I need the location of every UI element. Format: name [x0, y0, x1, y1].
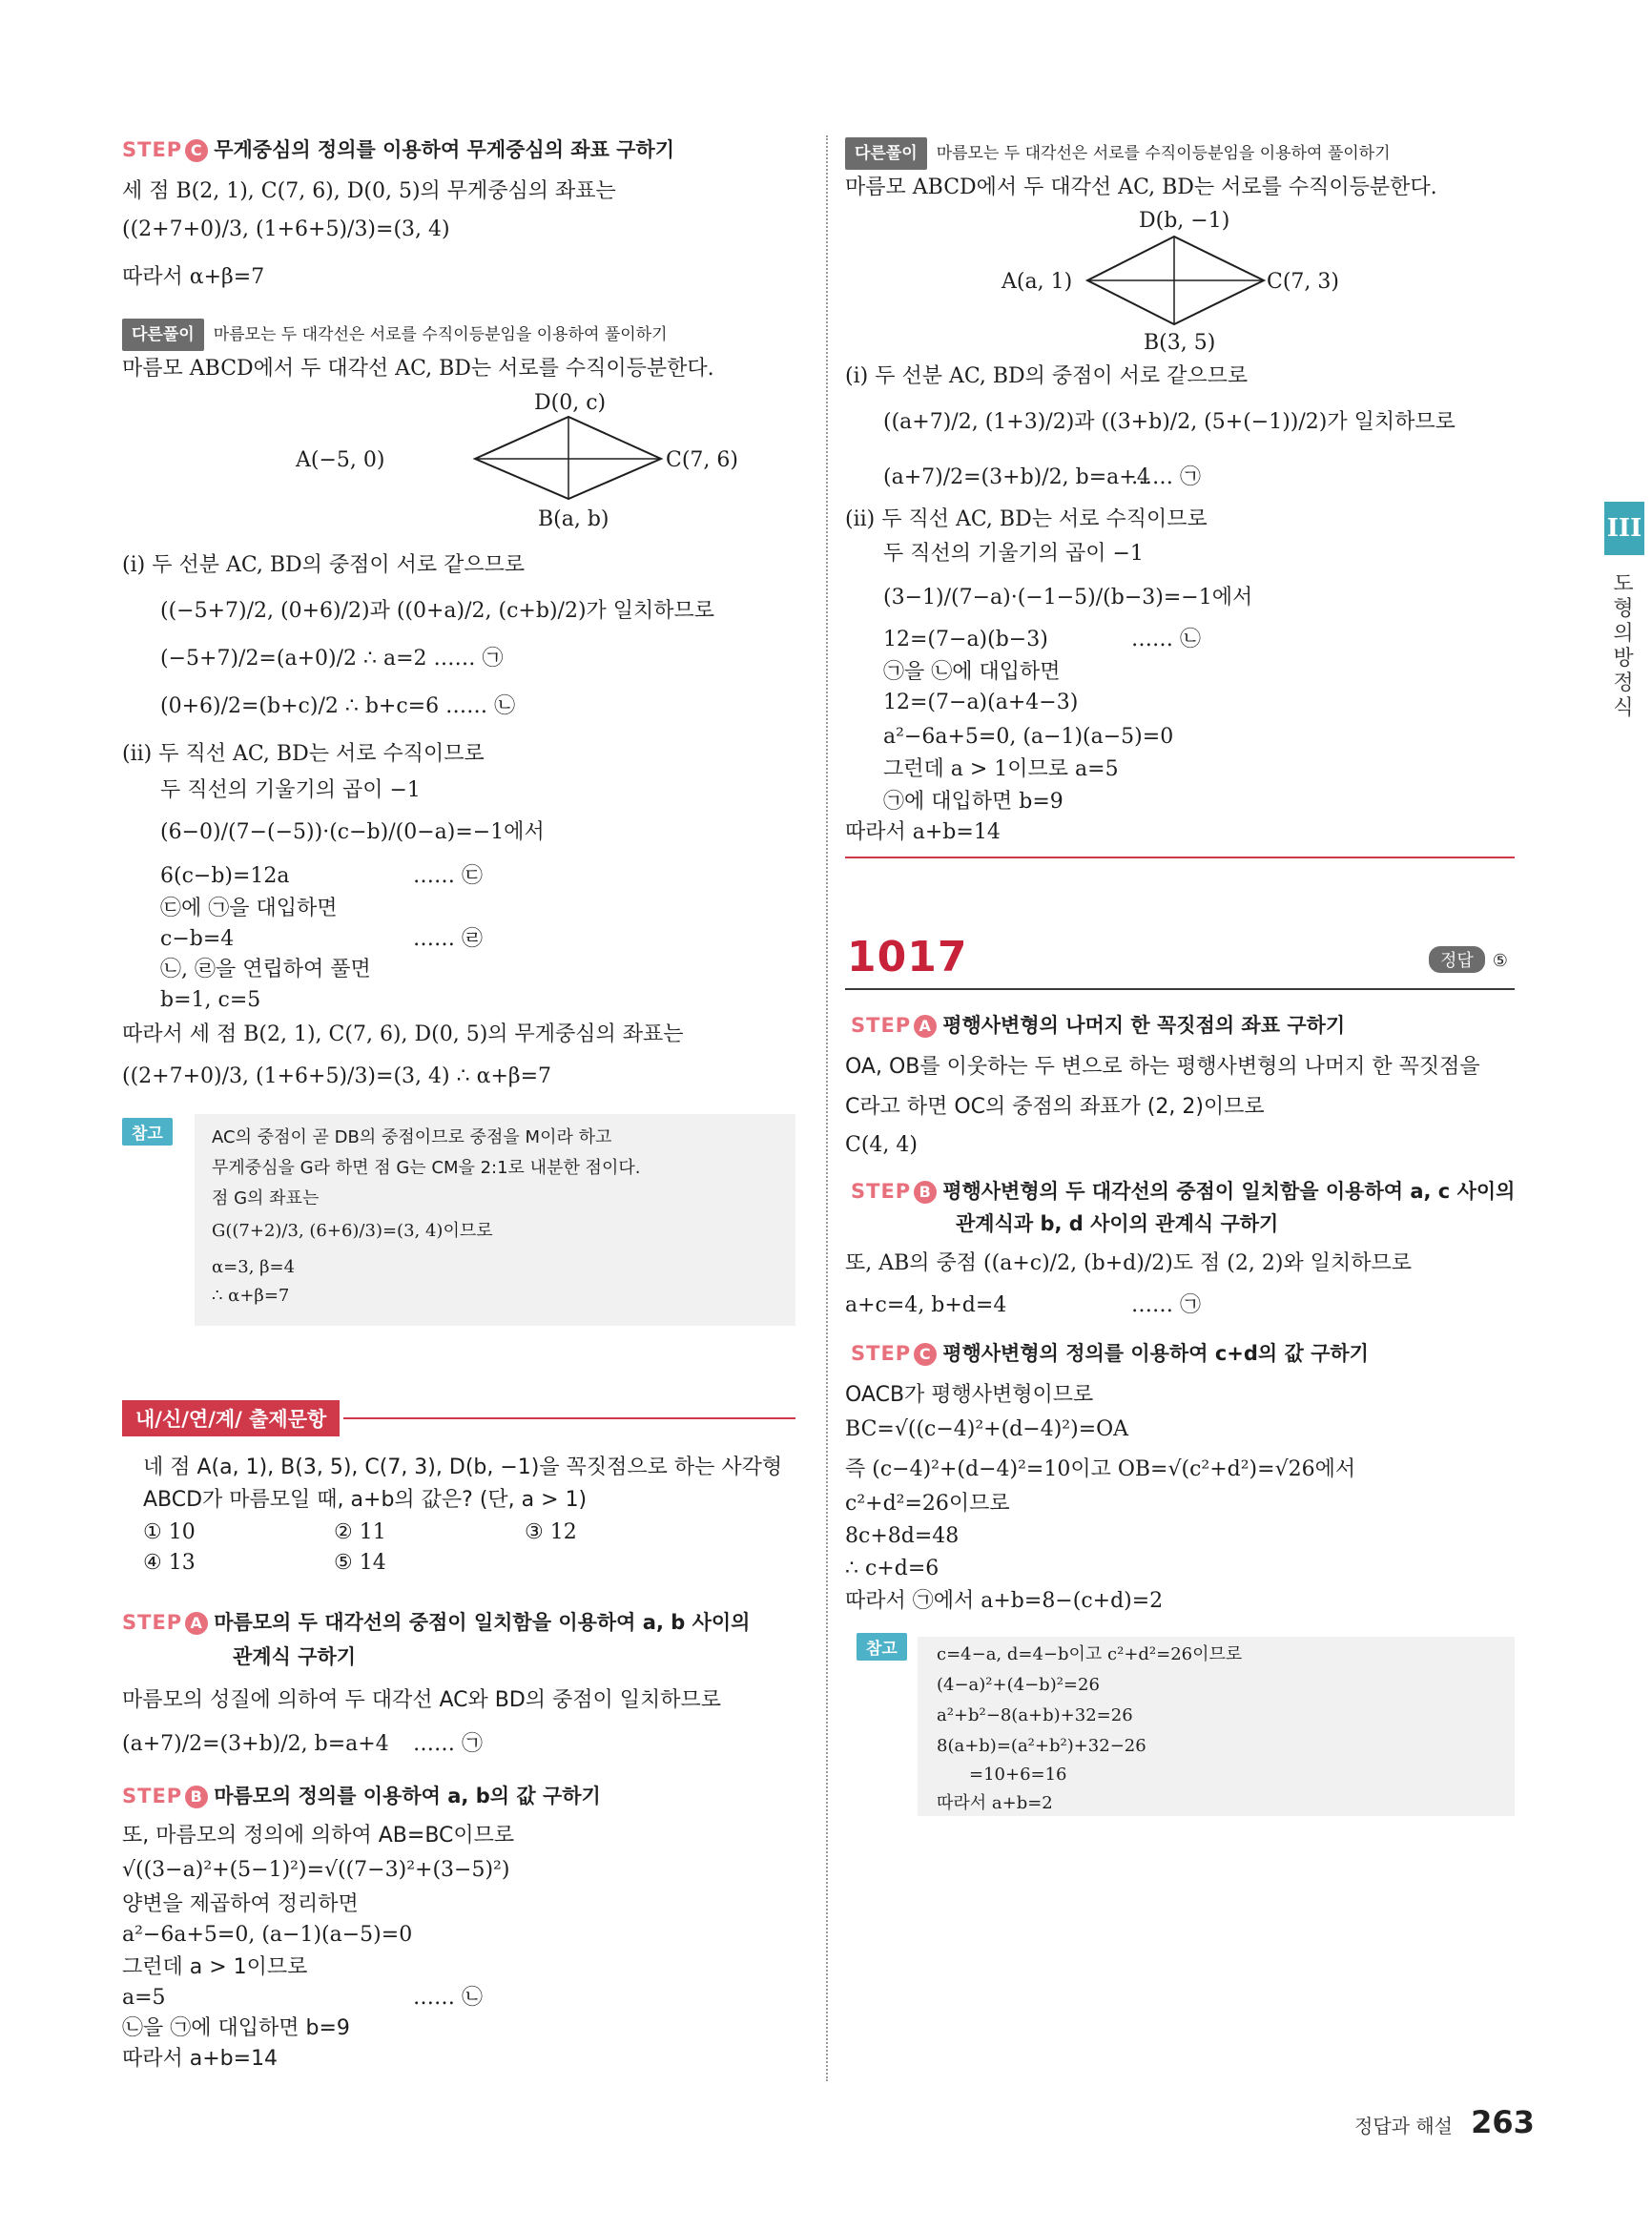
label-d: D(0, c) — [534, 391, 607, 415]
formula-line: c−b=4 — [160, 927, 235, 951]
formula-line: 12=(7−a)(b−3) — [883, 628, 1048, 651]
footer-text: 정답과 해설 — [1354, 2115, 1453, 2137]
formula-line: 6(c−b)=12a — [160, 864, 290, 888]
solution-end-rule — [845, 857, 1515, 858]
section-header — [122, 1400, 340, 1436]
label-c: C(7, 6) — [666, 448, 738, 472]
reference-line: =10+6=16 — [969, 1765, 1067, 1785]
text-line: 또, 마름모의 정의에 의하여 AB=BC이므로 — [122, 1824, 515, 1848]
text-line: 따라서 세 점 B(2, 1), C(7, 6), D(0, 5)의 무게중심의 좌표는 — [122, 1022, 684, 1046]
text-line: 마름모 ABCD에서 두 대각선 AC, BD는 서로를 수직이등분한다. — [845, 176, 1437, 199]
text-line: (ⅰ) 두 선분 AC, BD의 중점이 서로 같으므로 — [845, 364, 1249, 388]
text-line: 마름모의 성질에 의하여 두 대각선 AC와 BD의 중점이 일치하므로 — [122, 1688, 722, 1712]
rhombus-diagram — [237, 387, 738, 540]
formula-line: (a+7)/2=(3+b)/2, b=a+4 — [122, 1732, 389, 1756]
step-c-heading: STEP C 무게중심의 정의를 이용하여 무게중심의 좌표 구하기 — [122, 138, 675, 161]
label-a: A(−5, 0) — [296, 448, 385, 472]
equation-marker: …… ㉡ — [413, 1986, 483, 2010]
formula-line: a+c=4, b+d=4 — [845, 1293, 1007, 1317]
choice-1: ① 10 — [143, 1520, 196, 1544]
reference-line: c=4−a, d=4−b이고 c²+d²=26이므로 — [937, 1644, 1243, 1664]
choice-5: ⑤ 14 — [334, 1551, 386, 1575]
label-b: B(a, b) — [538, 507, 609, 531]
equation-marker: …… ㉡ — [1131, 628, 1201, 651]
reference-line: ∴ α+β=7 — [212, 1286, 290, 1306]
text-line: 따라서 a+b=14 — [845, 820, 1001, 844]
step-a-heading-cont: 관계식 구하기 — [233, 1645, 357, 1668]
label-d: D(b, −1) — [1139, 209, 1230, 233]
question-line: ABCD가 마름모일 때, a+b의 값은? (단, a > 1) — [143, 1488, 588, 1512]
text-line: ㉡을 ㉠에 대입하면 b=9 — [122, 2016, 350, 2040]
formula-line: (a+7)/2=(3+b)/2, b=a+4 — [883, 465, 1150, 489]
reference-badge: 참고 — [122, 1118, 173, 1146]
formula-line: b=1, c=5 — [160, 988, 261, 1012]
formula-line: a=5 — [122, 1986, 166, 2010]
chapter-title: 도형의 방정식 — [1613, 572, 1634, 720]
formula-line: BC=√((c−4)²+(d−4)²)=OA — [845, 1417, 1129, 1441]
formula-line: ∴ c+d=6 — [845, 1557, 940, 1580]
reference-line: 점 G의 좌표는 — [212, 1188, 320, 1208]
step-b-heading: STEP B 마름모의 정의를 이용하여 a, b의 값 구하기 — [122, 1785, 601, 1807]
formula-line: a²−6a+5=0, (a−1)(a−5)=0 — [122, 1923, 413, 1947]
reference-line: (4−a)²+(4−b)²=26 — [937, 1675, 1100, 1695]
choice-2: ② 11 — [334, 1520, 386, 1544]
column-divider — [826, 135, 828, 2081]
equation-marker: …… ㉢ — [413, 864, 483, 888]
reference-badge: 참고 — [857, 1633, 907, 1661]
reference-line: 무게중심을 G라 하면 점 G는 CM을 2:1로 내분한 점이다. — [212, 1158, 641, 1178]
formula-line: ((a+7)/2, (1+3)/2)과 ((3+b)/2, (5+(−1))/2)가 일치하므로 — [883, 410, 1456, 434]
problem-number: 1017 — [847, 933, 968, 981]
equation-marker: …… ㉠ — [413, 1732, 483, 1756]
text-line: 따라서 a+b=14 — [122, 2047, 279, 2071]
step-a-heading: STEP A 평행사변형의 나머지 한 꼭짓점의 좌표 구하기 — [851, 1014, 1346, 1037]
formula-line: ((−5+7)/2, (0+6)/2)과 ((0+a)/2, (c+b)/2)가 일치하므로 — [160, 599, 715, 623]
label-b: B(3, 5) — [1144, 331, 1216, 355]
text-line: (ⅱ) 두 직선 AC, BD는 서로 수직이므로 — [122, 742, 485, 766]
question-line: 네 점 A(a, 1), B(3, 5), C(7, 3), D(b, −1)을 꼭짓점으로 하는 사각형 — [143, 1456, 783, 1479]
choice-3: ③ 12 — [525, 1520, 577, 1544]
formula-line: ((2+7+0)/3, (1+6+5)/3)=(3, 4) — [122, 217, 450, 241]
text-line: OA, OB를 이웃하는 두 변으로 하는 평행사변형의 나머지 한 꼭짓점을 — [845, 1055, 1480, 1079]
text-line: (ⅰ) 두 선분 AC, BD의 중점이 서로 같으므로 — [122, 553, 526, 577]
alt-solution-heading: 다른풀이 마름모는 두 대각선은 서로를 수직이등분임을 이용하여 풀이하기 — [122, 319, 668, 351]
problem-rule — [845, 988, 1515, 990]
step-a-heading: STEP A 마름모의 두 대각선의 중점이 일치함을 이용하여 a, b 사이의 — [122, 1611, 751, 1634]
equation-marker: …… ㉠ — [1131, 465, 1201, 489]
step-b-heading: STEP B 평행사변형의 두 대각선의 중점이 일치함을 이용하여 a, c 사이의 — [851, 1180, 1516, 1203]
reference-line: α=3, β=4 — [212, 1257, 296, 1277]
text-line: OACB가 평행사변형이므로 — [845, 1383, 1094, 1407]
formula-line: c²+d²=26이므로 — [845, 1492, 1010, 1516]
text-line: ㉢에 ㉠을 대입하면 — [160, 897, 338, 920]
chapter-tab: III — [1604, 502, 1644, 555]
formula-line: (0+6)/2=(b+c)/2 ∴ b+c=6 …… ㉡ — [160, 694, 516, 718]
section-label: 내/신/연/계/ 출제문항 — [122, 1400, 340, 1436]
formula-line: 또, AB의 중점 ((a+c)/2, (b+d)/2)도 점 (2, 2)와 일치하므로 — [845, 1251, 1412, 1275]
formula-line: 12=(7−a)(a+4−3) — [883, 691, 1079, 714]
formula-line: (−5+7)/2=(a+0)/2 ∴ a=2 …… ㉠ — [160, 647, 504, 671]
answer-badge: 정답 ⑤ — [1429, 946, 1508, 973]
formula-line: 즉 (c−4)²+(d−4)²=10이고 OB=√(c²+d²)=√26에서 — [845, 1457, 1356, 1481]
text-line: 마름모 ABCD에서 두 대각선 AC, BD는 서로를 수직이등분한다. — [122, 357, 714, 381]
step-b-heading-cont: 관계식과 b, d 사이의 관계식 구하기 — [956, 1212, 1279, 1235]
formula-line: (6−0)/(7−(−5))·(c−b)/(0−a)=−1에서 — [160, 820, 545, 844]
page-footer — [1354, 2104, 1535, 2140]
formula-line: 8c+8d=48 — [845, 1524, 960, 1548]
reference-line: G((7+2)/3, (6+6)/3)=(3, 4)이므로 — [212, 1221, 493, 1241]
choice-4: ④ 13 — [143, 1551, 196, 1575]
equation-marker: …… ㉣ — [413, 927, 483, 951]
text-line: 따라서 α+β=7 — [122, 265, 265, 289]
equation-marker: …… ㉠ — [1131, 1293, 1201, 1317]
text-line: 두 직선의 기울기의 곱이 −1 — [883, 542, 1144, 566]
text-line: C라고 하면 OC의 중점의 좌표가 (2, 2)이므로 — [845, 1095, 1265, 1119]
section-rule — [343, 1417, 795, 1419]
reference-line: AC의 중점이 곧 DB의 중점이므로 중점을 M이라 하고 — [212, 1127, 612, 1147]
text-line: 두 직선의 기울기의 곱이 −1 — [160, 778, 421, 802]
reference-line: 8(a+b)=(a²+b²)+32−26 — [937, 1736, 1146, 1756]
rhombus-diagram-2 — [1002, 202, 1339, 362]
label-c: C(7, 3) — [1267, 270, 1339, 294]
text-line: ㉡, ㉣을 연립하여 풀면 — [160, 958, 371, 981]
text-line: ㉠을 ㉡에 대입하면 — [883, 660, 1061, 684]
text-line: 양변을 제곱하여 정리하면 — [122, 1892, 359, 1916]
formula-line: 따라서 ㉠에서 a+b=8−(c+d)=2 — [845, 1589, 1164, 1613]
text-line: 그런데 a > 1이므로 — [122, 1955, 308, 1979]
text-line: ㉠에 대입하면 b=9 — [883, 790, 1063, 814]
text-line: 세 점 B(2, 1), C(7, 6), D(0, 5)의 무게중심의 좌표는 — [122, 179, 616, 203]
step-c-heading: STEP C 평행사변형의 정의를 이용하여 c+d의 값 구하기 — [851, 1342, 1369, 1365]
formula-line: (3−1)/(7−a)·(−1−5)/(b−3)=−1에서 — [883, 586, 1253, 609]
reference-line: a²+b²−8(a+b)+32=26 — [937, 1705, 1133, 1725]
reference-line: 따라서 a+b=2 — [937, 1793, 1053, 1813]
formula-line: √((3−a)²+(5−1)²)=√((7−3)²+(3−5)²) — [122, 1858, 510, 1882]
formula-line: a²−6a+5=0, (a−1)(a−5)=0 — [883, 725, 1174, 749]
text-line: 그런데 a > 1이므로 a=5 — [883, 757, 1119, 781]
formula-line: ((2+7+0)/3, (1+6+5)/3)=(3, 4) ∴ α+β=7 — [122, 1064, 552, 1088]
text-line: (ⅱ) 두 직선 AC, BD는 서로 수직이므로 — [845, 507, 1208, 531]
page-number: 263 — [1471, 2104, 1535, 2140]
label-a: A(a, 1) — [1002, 270, 1073, 294]
formula-line: C(4, 4) — [845, 1133, 918, 1157]
alt-solution-heading: 다른풀이 마름모는 두 대각선은 서로를 수직이등분임을 이용하여 풀이하기 — [845, 137, 1391, 170]
